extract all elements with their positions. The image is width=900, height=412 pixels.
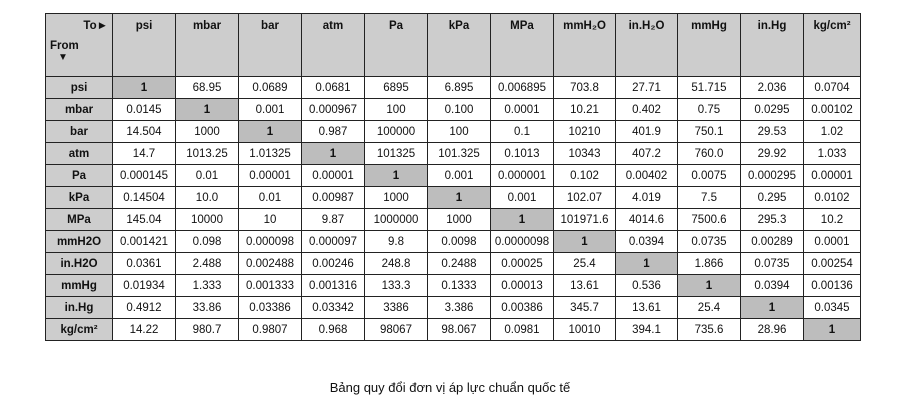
row-header: mmHg [46,275,113,297]
table-cell: 703.8 [554,77,616,99]
table-cell: 0.0735 [678,231,741,253]
table-cell: 1000 [365,187,428,209]
table-cell: 0.1333 [428,275,491,297]
pressure-conversion-table [45,13,861,341]
table-cell: 101.325 [428,143,491,165]
table-cell: 100 [365,99,428,121]
table-cell: 10 [239,209,302,231]
table-cell: 0.00987 [302,187,365,209]
table-cell: 14.22 [113,319,176,341]
table-cell: 0.0345 [804,297,861,319]
table-cell: 98067 [365,319,428,341]
table-cell: 0.987 [302,121,365,143]
table-cell: 1000 [176,121,239,143]
table-row [46,77,861,99]
table-cell: 0.03342 [302,297,365,319]
table-cell: 0.9807 [239,319,302,341]
table-cell: 0.1013 [491,143,554,165]
table-cell: 0.00254 [804,253,861,275]
table-row [46,187,861,209]
table-cell: 0.0394 [741,275,804,297]
table-cell: 0.000145 [113,165,176,187]
diagonal-cell: 1 [678,275,741,297]
column-header: Pa [365,14,428,77]
diagonal-cell: 1 [554,231,616,253]
column-header: atm [302,14,365,77]
table-cell: 248.8 [365,253,428,275]
table-row [46,143,861,165]
table-cell: 100000 [365,121,428,143]
table-cell: 735.6 [678,319,741,341]
table-cell: 27.71 [616,77,678,99]
table-row [46,297,861,319]
table-cell: 25.4 [678,297,741,319]
header-row [46,14,861,77]
table-cell: 0.0704 [804,77,861,99]
table-cell: 0.00001 [804,165,861,187]
table-cell: 0.001421 [113,231,176,253]
table-cell: 0.01 [176,165,239,187]
table-cell: 100 [428,121,491,143]
table-cell: 0.006895 [491,77,554,99]
table-cell: 0.00246 [302,253,365,275]
table-body [46,77,861,341]
table-cell: 0.00001 [239,165,302,187]
table-cell: 51.715 [678,77,741,99]
table-cell: 0.002488 [239,253,302,275]
table-cell: 4.019 [616,187,678,209]
table-cell: 1.01325 [239,143,302,165]
row-header: MPa [46,209,113,231]
column-header: kPa [428,14,491,77]
table-cell: 0.01934 [113,275,176,297]
table-cell: 0.0394 [616,231,678,253]
table-cell: 10.21 [554,99,616,121]
table-cell: 2.036 [741,77,804,99]
table-cell: 14.504 [113,121,176,143]
column-header: mmH₂O [554,14,616,77]
table-cell: 0.001 [428,165,491,187]
table-cell: 1000000 [365,209,428,231]
table-row [46,275,861,297]
row-header: psi [46,77,113,99]
column-header: mmHg [678,14,741,77]
table-cell: 0.402 [616,99,678,121]
table-cell: 295.3 [741,209,804,231]
table-cell: 1000 [428,209,491,231]
table-cell: 9.87 [302,209,365,231]
table-cell: 3386 [365,297,428,319]
table-cell: 1.866 [678,253,741,275]
table-cell: 101325 [365,143,428,165]
diagonal-cell: 1 [616,253,678,275]
table-cell: 9.8 [365,231,428,253]
table-cell: 0.000001 [491,165,554,187]
table-cell: 0.2488 [428,253,491,275]
table-cell: 102.07 [554,187,616,209]
row-header: mbar [46,99,113,121]
table-cell: 0.0681 [302,77,365,99]
table-cell: 0.0361 [113,253,176,275]
table-cell: 98.067 [428,319,491,341]
table-cell: 0.00025 [491,253,554,275]
table-cell: 0.001333 [239,275,302,297]
table-cell: 0.098 [176,231,239,253]
table-cell: 0.0689 [239,77,302,99]
down-arrow-icon: ▼ [58,52,68,63]
table-row [46,253,861,275]
table-caption: Bảng quy đổi đơn vị áp lực chuẩn quốc tế [329,380,571,395]
table-cell: 1.033 [804,143,861,165]
table-cell: 1013.25 [176,143,239,165]
table-cell: 401.9 [616,121,678,143]
table-cell: 0.000097 [302,231,365,253]
table-cell: 10.0 [176,187,239,209]
table-row [46,209,861,231]
diagonal-cell: 1 [804,319,861,341]
table-cell: 0.00289 [741,231,804,253]
table-cell: 0.01 [239,187,302,209]
row-header: kg/cm² [46,319,113,341]
table-cell: 13.61 [554,275,616,297]
diagonal-cell: 1 [113,77,176,99]
column-header: in.Hg [741,14,804,77]
corner-cell [46,14,113,77]
diagonal-cell: 1 [302,143,365,165]
table-cell: 0.295 [741,187,804,209]
diagonal-cell: 1 [239,121,302,143]
column-header: bar [239,14,302,77]
table-cell: 145.04 [113,209,176,231]
table-cell: 33.86 [176,297,239,319]
table-cell: 394.1 [616,319,678,341]
table-cell: 0.001 [491,187,554,209]
table-cell: 0.00402 [616,165,678,187]
diagonal-cell: 1 [428,187,491,209]
table-row [46,99,861,121]
diagonal-cell: 1 [176,99,239,121]
row-header: atm [46,143,113,165]
table-cell: 0.0981 [491,319,554,341]
table-cell: 133.3 [365,275,428,297]
table-cell: 7500.6 [678,209,741,231]
table-cell: 0.00013 [491,275,554,297]
table-cell: 980.7 [176,319,239,341]
table-cell: 0.1 [491,121,554,143]
table-cell: 1.333 [176,275,239,297]
table-cell: 0.00001 [302,165,365,187]
table-cell: 0.100 [428,99,491,121]
table-cell: 28.96 [741,319,804,341]
diagonal-cell: 1 [365,165,428,187]
table-row [46,165,861,187]
table-cell: 1.02 [804,121,861,143]
table-cell: 13.61 [616,297,678,319]
table-cell: 0.0001 [491,99,554,121]
table-cell: 0.0735 [741,253,804,275]
table-cell: 407.2 [616,143,678,165]
table-cell: 29.53 [741,121,804,143]
table-cell: 10210 [554,121,616,143]
table-cell: 68.95 [176,77,239,99]
table-cell: 6.895 [428,77,491,99]
row-header: in.H2O [46,253,113,275]
table-cell: 0.000098 [239,231,302,253]
table-cell: 0.102 [554,165,616,187]
table-cell: 0.001 [239,99,302,121]
column-header: kg/cm² [804,14,861,77]
table-cell: 7.5 [678,187,741,209]
table-cell: 10.2 [804,209,861,231]
column-header: psi [113,14,176,77]
table-cell: 3.386 [428,297,491,319]
table-cell: 10343 [554,143,616,165]
table-cell: 2.488 [176,253,239,275]
row-header: Pa [46,165,113,187]
table-cell: 0.968 [302,319,365,341]
table-cell: 0.0295 [741,99,804,121]
to-label: To► [83,20,108,32]
table-cell: 760.0 [678,143,741,165]
table-cell: 0.536 [616,275,678,297]
table-cell: 4014.6 [616,209,678,231]
table-cell: 0.14504 [113,187,176,209]
table-row [46,121,861,143]
pressure-conversion-table-container [45,13,861,341]
table-cell: 0.000967 [302,99,365,121]
table-cell: 0.00136 [804,275,861,297]
table-cell: 0.0001 [804,231,861,253]
table-cell: 29.92 [741,143,804,165]
table-cell: 0.001316 [302,275,365,297]
table-cell: 10000 [176,209,239,231]
table-cell: 0.75 [678,99,741,121]
table-cell: 6895 [365,77,428,99]
table-cell: 0.000295 [741,165,804,187]
table-cell: 0.00386 [491,297,554,319]
table-row [46,319,861,341]
table-cell: 0.0102 [804,187,861,209]
diagonal-cell: 1 [741,297,804,319]
table-cell: 0.0000098 [491,231,554,253]
row-header: bar [46,121,113,143]
column-header: mbar [176,14,239,77]
table-cell: 0.0098 [428,231,491,253]
right-arrow-icon: ► [96,20,108,32]
table-cell: 345.7 [554,297,616,319]
from-label: From [50,40,79,52]
table-cell: 0.0075 [678,165,741,187]
table-cell: 0.00102 [804,99,861,121]
row-header: kPa [46,187,113,209]
column-header: in.H₂O [616,14,678,77]
table-cell: 25.4 [554,253,616,275]
table-cell: 0.4912 [113,297,176,319]
table-cell: 750.1 [678,121,741,143]
table-cell: 101971.6 [554,209,616,231]
column-header: MPa [491,14,554,77]
diagonal-cell: 1 [491,209,554,231]
table-cell: 0.0145 [113,99,176,121]
row-header: mmH2O [46,231,113,253]
table-cell: 0.03386 [239,297,302,319]
table-cell: 14.7 [113,143,176,165]
table-cell: 10010 [554,319,616,341]
row-header: in.Hg [46,297,113,319]
table-row [46,231,861,253]
